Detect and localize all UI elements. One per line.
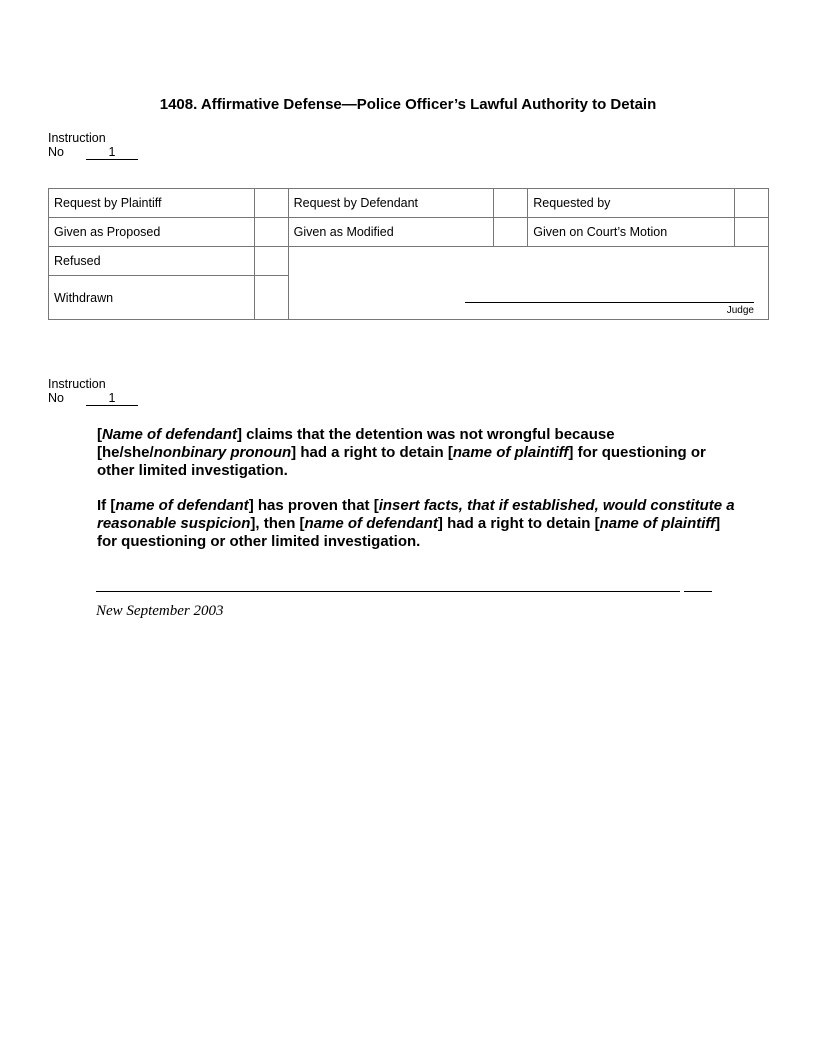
withdrawn-checkbox[interactable]	[254, 276, 288, 320]
request-by-plaintiff-checkbox[interactable]	[254, 189, 288, 218]
revision-date: New September 2003	[96, 603, 224, 619]
instruction-header-top	[48, 131, 138, 160]
judge-label: Judge	[726, 305, 754, 316]
table-row	[49, 189, 769, 218]
divider-line	[96, 591, 664, 592]
page-title: 1408. Affirmative Defense—Police Officer’s Lawful Authority to Detain	[159, 96, 657, 113]
instruction-number-row	[48, 145, 138, 160]
instruction-paragraph-1: [Name of defendant] claims that the detention was not wrongful because [he/she/nonbinary pronoun] had a right to detain [name of plaintiff] for questioning or other limited investigation.	[97, 426, 706, 479]
given-as-proposed-label: Given as Proposed	[49, 218, 255, 247]
given-as-modified-label: Given as Modified	[288, 218, 494, 247]
table-row	[49, 247, 769, 276]
instruction-no-value: 1	[86, 146, 138, 160]
divider-line	[684, 591, 712, 592]
instruction-number-row	[48, 391, 138, 406]
given-as-modified-checkbox[interactable]	[494, 218, 528, 247]
request-status-table	[48, 188, 769, 320]
given-on-courts-motion-label: Given on Court’s Motion	[528, 218, 735, 247]
instruction-header-bottom	[48, 377, 138, 406]
requested-by-label: Requested by	[528, 189, 735, 218]
instruction-label: Instruction	[48, 131, 106, 145]
request-by-plaintiff-label: Request by Plaintiff	[49, 189, 255, 218]
divider-line	[664, 591, 680, 592]
instruction-paragraph-2: If [name of defendant] has proven that [insert facts, that if established, would constitute a reasonable suspicion], then [name of defendant] had a right to detain [name of plaintiff] for questioning or other limited investigation.	[97, 497, 735, 550]
judge-signature-line[interactable]	[465, 302, 754, 303]
refused-label: Refused	[49, 247, 255, 276]
instruction-no-value: 1	[86, 392, 138, 406]
table-row	[49, 218, 769, 247]
request-by-defendant-label: Request by Defendant	[288, 189, 494, 218]
refused-checkbox[interactable]	[254, 247, 288, 276]
withdrawn-label: Withdrawn	[49, 276, 255, 320]
instruction-no-label: No	[48, 391, 64, 405]
given-on-courts-motion-checkbox[interactable]	[735, 218, 769, 247]
instruction-no-label: No	[48, 145, 64, 159]
requested-by-checkbox[interactable]	[735, 189, 769, 218]
judge-signature-area	[288, 247, 768, 320]
instruction-label: Instruction	[48, 377, 106, 391]
request-by-defendant-checkbox[interactable]	[494, 189, 528, 218]
instruction-body	[97, 426, 737, 568]
given-as-proposed-checkbox[interactable]	[254, 218, 288, 247]
